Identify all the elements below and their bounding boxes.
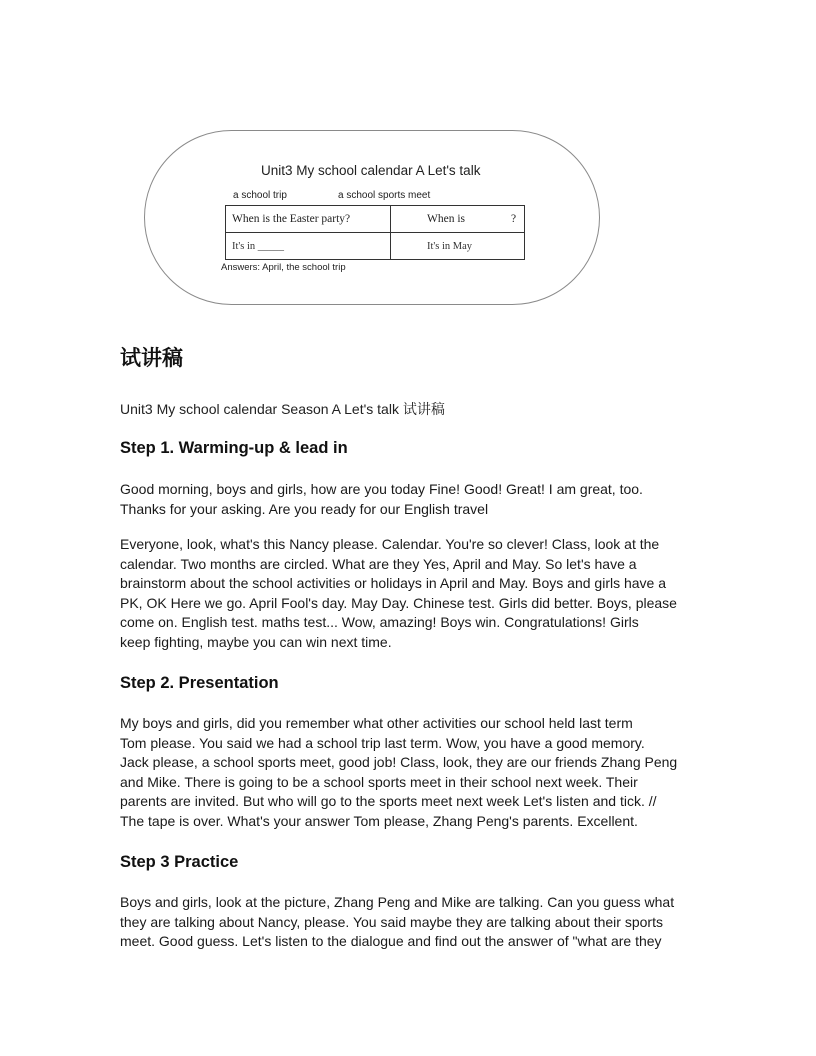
paragraph-line: PK, OK Here we go. April Fool's day. May Day. Chinese test. Girls did better. Boys, please — [120, 594, 677, 611]
paragraph-line: Boys and girls, look at the picture, Zhang Peng and Mike are talking. Can you guess what — [120, 894, 675, 910]
section-heading-step-2: Step 2. Presentation — [120, 674, 279, 692]
paragraph-line: My boys and girls, did you remember what other activities our school held last term — [120, 715, 633, 731]
board-hint-sports-meet: a school sports meet — [338, 190, 431, 201]
question-2-text: When is — [427, 213, 466, 225]
paragraph-step-1-greeting — [120, 480, 700, 519]
section-heading-step-1: Step 1. Warming-up & lead in — [120, 439, 348, 457]
question-2-mark: ? — [511, 213, 517, 225]
board-answers: Answers: April, the school trip — [221, 262, 346, 273]
paragraph-line: brainstorm about the school activities or holidays in April and May. Boys and girls have a — [120, 575, 667, 592]
paragraph-line: Good morning, boys and girls, how are you today Fine! Good! Great! I am great, too. — [120, 481, 643, 497]
paragraph-line: they are talking about Nancy, please. You said maybe they are talking about their sports — [120, 913, 663, 930]
table-row — [226, 233, 525, 260]
paragraph-step-3 — [120, 893, 700, 952]
paragraph-line: Jack please, a school sports meet, good job! Class, look, they are our friends Zhang Peng — [120, 754, 678, 771]
paragraph-line: The tape is over. What's your answer Tom please, Zhang Peng's parents. Excellent. — [120, 812, 638, 829]
table-row — [226, 206, 525, 233]
table-cell-question-1: When is the Easter party? — [226, 206, 391, 233]
paragraph-line: come on. English test. maths test... Wow, amazing! Boys win. Congratulations! Girls — [120, 614, 639, 631]
section-heading-step-3: Step 3 Practice — [120, 853, 239, 871]
board-title: Unit3 My school calendar A Let's talk — [261, 163, 481, 178]
paragraph-line: meet. Good guess. Let's listen to the dialogue and find out the answer of "what are they — [120, 933, 662, 950]
board-qa-table — [225, 205, 525, 260]
table-cell-question-2 — [391, 206, 525, 233]
document-subtitle: Unit3 My school calendar Season A Let's talk 试讲稿 — [120, 401, 445, 417]
paragraph-line: Tom please. You said we had a school trip last term. Wow, you have a good memory. — [120, 734, 645, 751]
paragraph-line: Thanks for your asking. Are you ready for our English travel — [120, 500, 489, 517]
table-cell-answer-1: It's in _____ — [226, 233, 391, 260]
paragraph-line: and Mike. There is going to be a school sports meet in their school next week. Their — [120, 773, 638, 790]
lesson-board-graphic — [144, 130, 600, 305]
table-cell-answer-2: It's in May — [391, 233, 525, 260]
paragraph-step-1-calendar — [120, 535, 700, 653]
document-title: 试讲稿 — [120, 346, 183, 370]
paragraph-line: calendar. Two months are circled. What are they Yes, April and May. So let's have a — [120, 555, 637, 572]
paragraph-line: Everyone, look, what's this Nancy please. Calendar. You're so clever! Class, look at the — [120, 536, 660, 552]
paragraph-step-2 — [120, 714, 700, 832]
paragraph-line: keep fighting, maybe you can win next time. — [120, 633, 392, 650]
paragraph-line: parents are invited. But who will go to the sports meet next week Let's listen and tick. // — [120, 793, 657, 810]
board-hint-school-trip: a school trip — [233, 190, 287, 201]
